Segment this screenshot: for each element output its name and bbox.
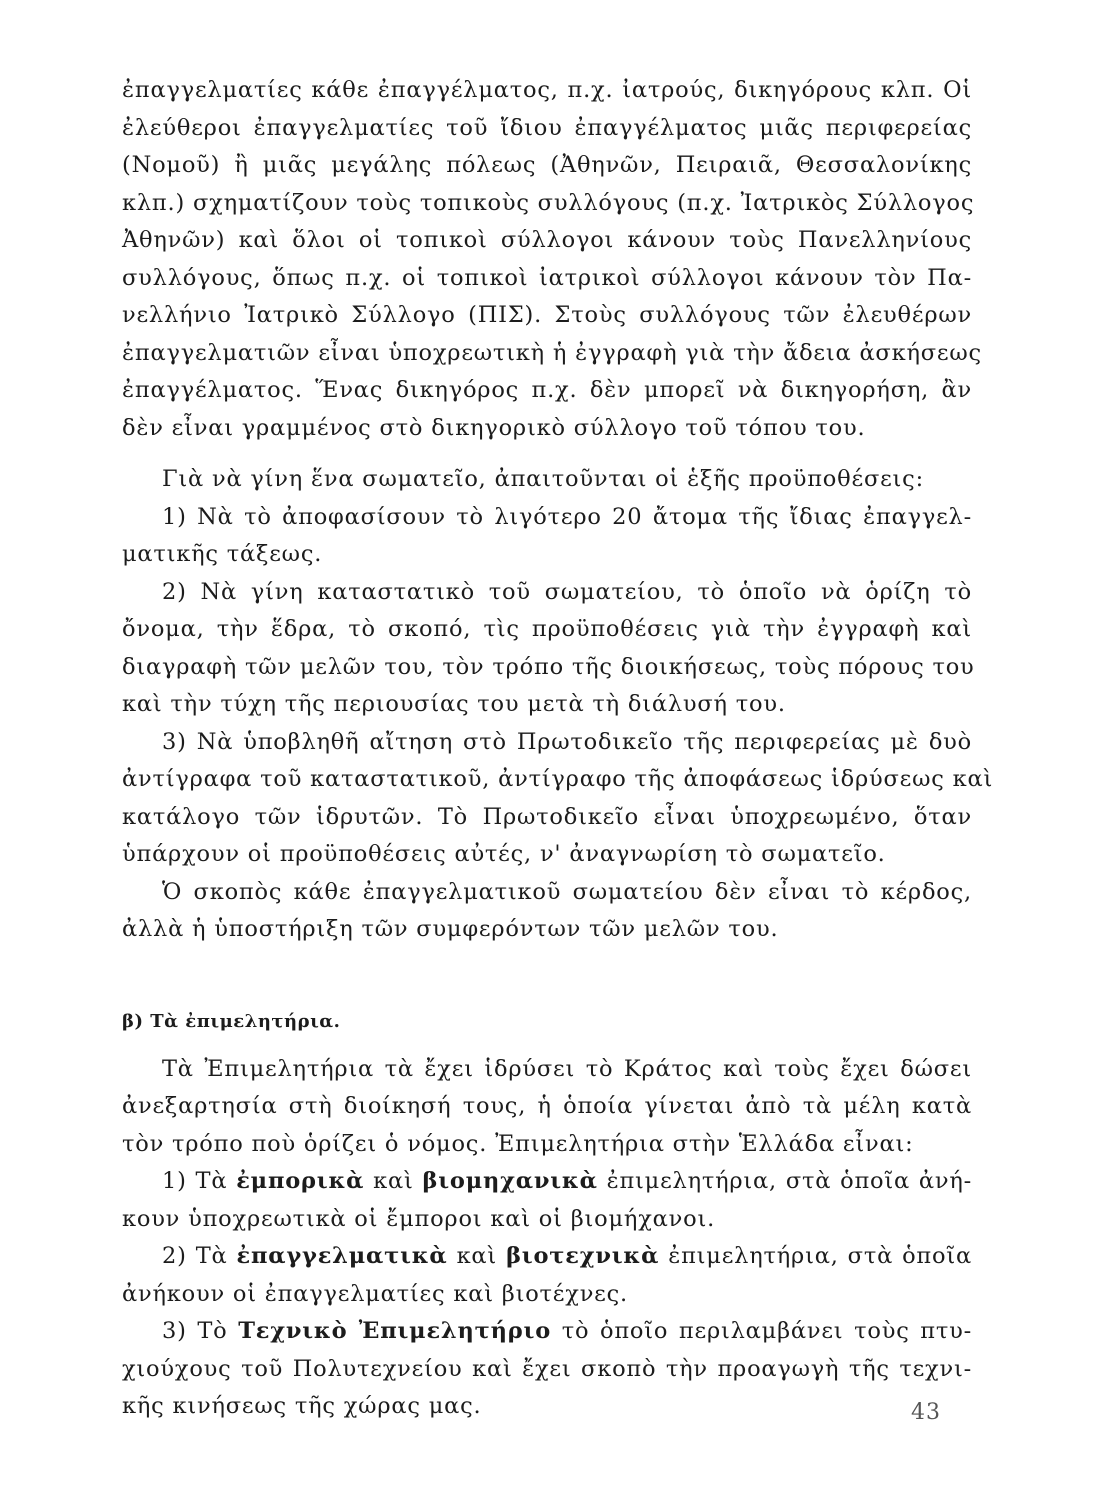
text-line: ἐπαγγελματιῶν εἶναι ὑποχρεωτικὴ ἡ ἐγγραφὴ γιὰ τὴν ἄδεια ἀσκήσεως (122, 339, 982, 366)
text-span: καὶ (447, 1243, 507, 1269)
text-span: 1) Τὰ (162, 1168, 237, 1194)
text-line: ἐλεύθεροι ἐπαγγελματίες τοῦ ἴδιου ἐπαγγέλματος μιᾶς περιφερείας (122, 114, 972, 141)
requirement-3: 3) Νὰ ὑποβληθῆ αἴτηση στὸ Πρωτοδικεῖο τῆς περιφερείας μὲ δυὸ (162, 728, 972, 755)
text-span: ἐπιμελητήρια, στὰ ὁποῖα (659, 1243, 972, 1269)
text-line: τὸν τρόπο ποὺ ὁρίζει ὁ νόμος. Ἐπιμελητήρια στὴν Ἑλλάδα εἶναι: (122, 1130, 914, 1157)
requirement-2: 2) Νὰ γίνη καταστατικὸ τοῦ σωματείου, τὸ ὁποῖο νὰ ὁρίζη τὸ (162, 578, 972, 605)
union-purpose: Ὁ σκοπὸς κάθε ἐπαγγελματικοῦ σωματείου δὲν εἶναι τὸ κέρδος, (162, 878, 972, 905)
text-line: ἐπαγγέλματος. Ἕνας δικηγόρος π.χ. δὲν μπορεῖ νὰ δικηγορήση, ἂν (122, 377, 972, 403)
text-line: δὲν εἶναι γραμμένος στὸ δικηγορικὸ σύλλογο τοῦ τόπου του. (122, 414, 866, 441)
text-span: 3) Τὸ (162, 1318, 239, 1344)
text-line: κῆς κινήσεως τῆς χώρας μας. (122, 1393, 482, 1419)
text-line: συλλόγους, ὅπως π.χ. οἱ τοπικοὶ ἰατρικοὶ σύλλογοι κάνουν τὸν Πα- (122, 264, 972, 291)
paragraph-chambers (122, 1051, 972, 1426)
section-heading: β) Τὰ ἐπιμελητήρια. (122, 1010, 341, 1032)
text-line: ἀλλὰ ἡ ὑποστήριξη τῶν συμφερόντων τῶν μελῶν του. (122, 916, 779, 942)
text-line: νελλήνιο Ἰατρικὸ Σύλλογο (ΠΙΣ). Στοὺς συλλόγους τῶν ἐλευθέρων (122, 302, 972, 328)
requirement-1: 1) Νὰ τὸ ἀποφασίσουν τὸ λιγότερο 20 ἄτομα τῆς ἴδιας ἐπαγγελ- (162, 503, 972, 530)
text-line: ἀνεξαρτησία στὴ διοίκησή τους, ἡ ὁποία γίνεται ἀπὸ τὰ μέλη κατὰ (122, 1093, 972, 1119)
bold-term: βιομηχανικὰ (422, 1168, 598, 1194)
chamber-item-3 (122, 1313, 972, 1351)
text-line: ὑπάρχουν οἱ προϋποθέσεις αὐτές, ν' ἀναγνωρίση τὸ σωματεῖο. (122, 841, 886, 867)
text-line: ὄνομα, τὴν ἕδρα, τὸ σκοπό, τὶς προϋποθέσεις γιὰ τὴν ἐγγραφὴ καὶ (122, 616, 972, 642)
text-span: καὶ (364, 1168, 423, 1194)
text-line: ἐπαγγελματίες κάθε ἐπαγγέλματος, π.χ. ἰατρούς, δικηγόρους κλπ. Οἱ (122, 77, 972, 103)
bold-term: βιοτεχνικὰ (506, 1243, 660, 1269)
bold-term: ἐπαγγελματικὰ (236, 1243, 448, 1269)
chamber-item-1 (122, 1163, 972, 1201)
text-line: κλπ.) σχηματίζουν τοὺς τοπικοὺς συλλόγους (π.χ. Ἰατρικὸς Σύλλογος (122, 189, 975, 216)
page-number: 43 (911, 1400, 941, 1425)
text-line: ἀντίγραφα τοῦ καταστατικοῦ, ἀντίγραφο τῆς ἀποφάσεως ἱδρύσεως καὶ (122, 766, 994, 792)
text-line: (Νομοῦ) ἢ μιᾶς μεγάλης πόλεως (Ἀθηνῶν, Πειραιᾶ, Θεσσαλονίκης (122, 152, 972, 178)
text-line: Ἀθηνῶν) καὶ ὅλοι οἱ τοπικοὶ σύλλογοι κάνουν τοὺς Πανελληνίους (122, 227, 972, 253)
paragraph-professional-associations (122, 72, 982, 447)
bold-term: ἐμπορικὰ (236, 1168, 365, 1194)
requirements-intro: Γιὰ νὰ γίνη ἕνα σωματεῖο, ἀπαιτοῦνται οἱ ἑξῆς προϋποθέσεις: (162, 466, 924, 492)
text-line: χιούχους τοῦ Πολυτεχνείου καὶ ἔχει σκοπὸ τὴν προαγωγὴ τῆς τεχνι- (122, 1355, 972, 1382)
text-line: διαγραφὴ τῶν μελῶν του, τὸν τρόπο τῆς διοικήσεως, τοὺς πόρους του (122, 653, 975, 680)
document-body (122, 72, 994, 1426)
text-line: ἀνήκουν οἱ ἐπαγγελματίες καὶ βιοτέχνες. (122, 1280, 628, 1307)
chamber-item-2 (122, 1238, 972, 1276)
bold-term: Τεχνικὸ Ἐπιμελητήριο (238, 1318, 552, 1344)
text-span: 2) Τὰ (162, 1243, 237, 1269)
text-span: τὸ ὁποῖο περιλαμβάνει τοὺς πτυ- (551, 1318, 972, 1344)
text-line: κουν ὑποχρεωτικὰ οἱ ἔμποροι καὶ οἱ βιομήχανοι. (122, 1205, 716, 1232)
chambers-intro: Τὰ Ἐπιμελητήρια τὰ ἔχει ἱδρύσει τὸ Κράτος καὶ τοὺς ἔχει δώσει (162, 1055, 972, 1082)
text-span: ἐπιμελητήρια, στὰ ὁποῖα ἀνή- (597, 1168, 972, 1194)
text-line: ματικῆς τάξεως. (122, 541, 323, 567)
text-line: κατάλογο τῶν ἱδρυτῶν. Τὸ Πρωτοδικεῖο εἶναι ὑποχρεωμένο, ὅταν (122, 803, 972, 830)
text-line: καὶ τὴν τύχη τῆς περιουσίας του μετὰ τὴ διάλυσή του. (122, 691, 786, 717)
paragraph-union-requirements (122, 461, 994, 949)
